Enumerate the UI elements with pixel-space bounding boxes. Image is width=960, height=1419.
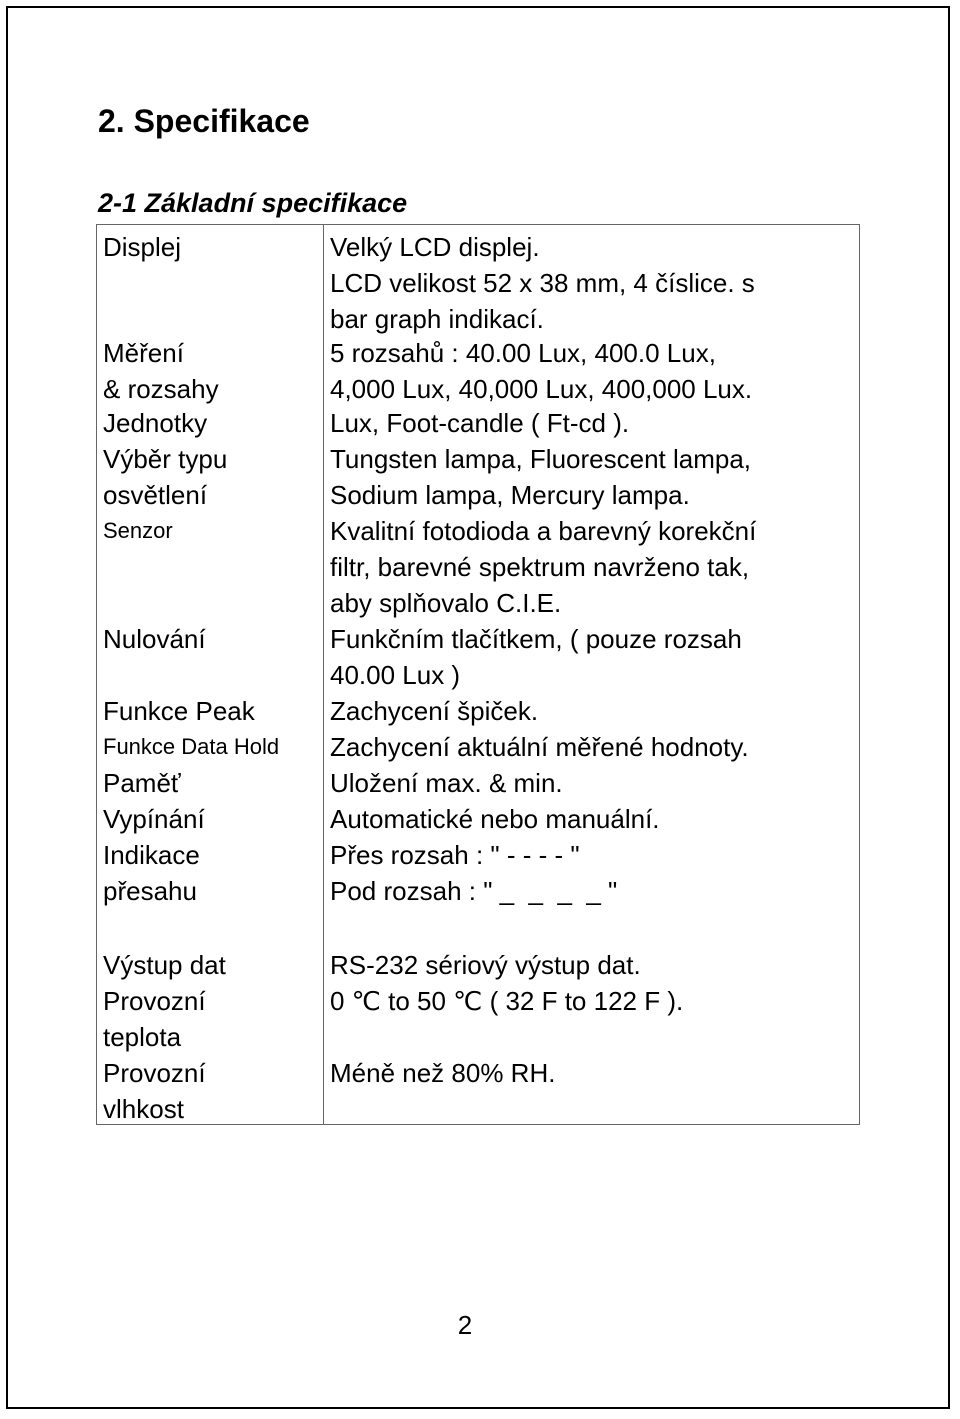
spec-label: Senzor — [103, 518, 173, 543]
spec-label: Výstup dat — [103, 950, 226, 980]
spec-label: Nulování — [103, 624, 206, 654]
spec-value: Funkčním tlačítkem, ( pouze rozsah 40.00 Lux ) — [330, 624, 742, 690]
column-divider — [323, 225, 324, 1124]
page-number: 2 — [457, 1310, 473, 1340]
spec-value: Uložení max. & min. — [330, 768, 563, 798]
spec-value: 0 ℃ to 50 ℃ ( 32 F to 122 F ). — [330, 986, 684, 1016]
spec-label: Měření & rozsahy — [103, 338, 219, 404]
spec-value: Zachycení aktuální měřené hodnoty. — [330, 732, 749, 762]
spec-label: Indikace přesahu — [103, 840, 200, 906]
spec-value: 5 rozsahů : 40.00 Lux, 400.0 Lux, 4,000 Lux, 40,000 Lux, 400,000 Lux. — [330, 338, 753, 404]
spec-value: Méně než 80% RH. — [330, 1058, 556, 1088]
spec-value: Tungsten lampa, Fluorescent lampa, Sodium lampa, Mercury lampa. — [330, 444, 752, 510]
spec-label: Výběr typu osvětlení — [103, 444, 228, 510]
spec-value: Zachycení špiček. — [330, 696, 539, 726]
spec-label: Paměť — [103, 768, 181, 798]
spec-value: RS-232 sériový výstup dat. — [330, 950, 641, 980]
spec-label: Provozní vlhkost — [103, 1058, 206, 1124]
spec-label: Funkce Peak — [103, 696, 255, 726]
specification-table — [96, 224, 860, 1125]
subsection-title: 2-1 Základní specifikace — [98, 188, 408, 218]
spec-value: Velký LCD displej. LCD velikost 52 x 38 mm, 4 číslice. s bar graph indikací. — [330, 232, 755, 334]
spec-value: Automatické nebo manuální. — [330, 804, 660, 834]
spec-value: Lux, Foot-candle ( Ft-cd ). — [330, 408, 630, 438]
spec-label: Displej — [103, 232, 182, 262]
spec-value: Kvalitní fotodioda a barevný korekční filtr, barevné spektrum navrženo tak, aby splňovalo C.I.E. — [330, 516, 757, 618]
spec-label: Jednotky — [103, 408, 208, 438]
spec-value: Přes rozsah : " - - - - " Pod rozsah : " _ _ _ _ " — [330, 840, 618, 906]
spec-label: Vypínání — [103, 804, 205, 834]
section-title: 2. Specifikace — [98, 103, 310, 139]
spec-label: Provozní teplota — [103, 986, 206, 1052]
spec-label: Funkce Data Hold — [103, 734, 280, 759]
